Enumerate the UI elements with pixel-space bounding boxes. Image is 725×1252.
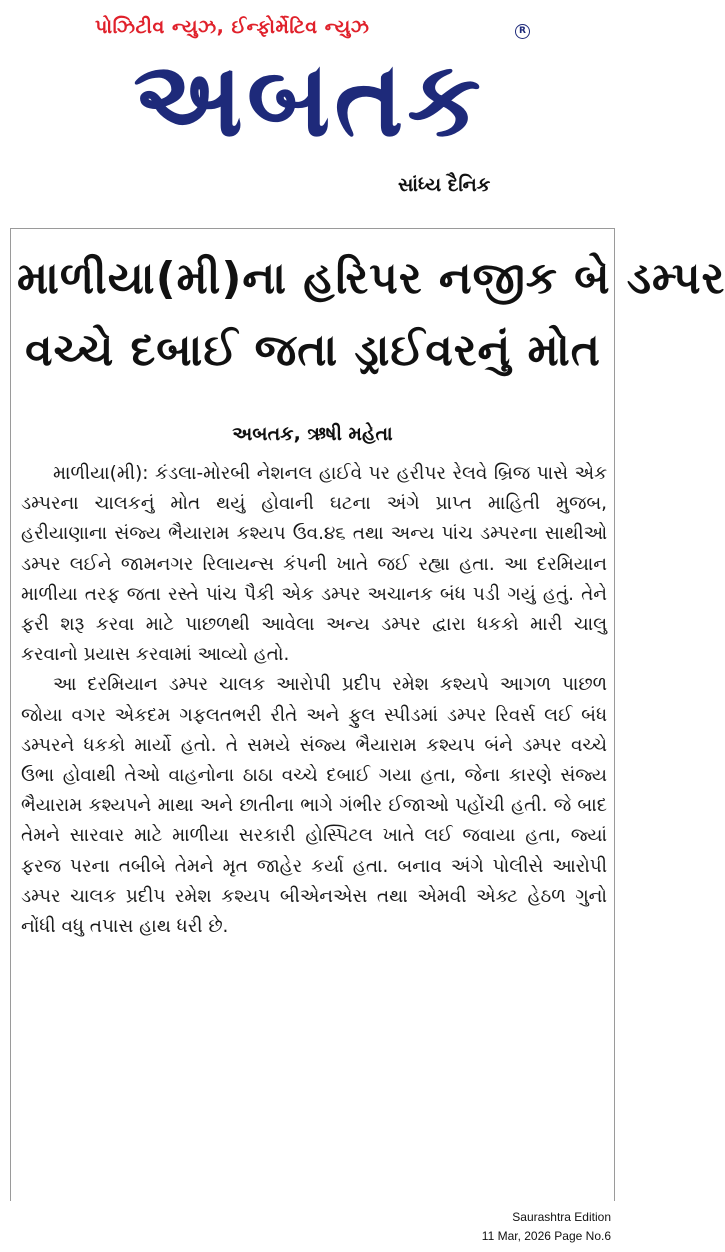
edition-type-label: સાંધ્ય દૈનિક xyxy=(398,174,491,196)
article-paragraph-2: આ દરમિયાન ડમ્પર ચાલક આરોપી પ્રદીપ રમેશ કશ્યપે આગળ પાછળ જોયા વગર એકદમ ગફલતભરી રીતે અને ફુલ સ્પીડમાં ડમ્પર રિવર્સ લઈ બંધ ડમ્પરને ધકકો માર્યો હતો. તે સમયે સંજ્ય ભૈયારામ કશ્યપ બંને ડમ્પર વચ્ચે ઉભા હોવાથી તેઓ વાહનોના ઠાઠા વચ્ચે દબાઈ ગયા હતા, જેના કારણે સંજ્ય ભૈયારામ કશ્યપને માથા અને છાતીના ભાગે ગંભીર ઈજાઓ પહોંચી હતી. જે બાદ તેમને સારવાર માટે માળીયા સરકારી હોસ્પિટલ ખાતે લઈ જવાયા હતા, જ્યાં ફરજ પરના તબીબે તેમને મૃત જાહેર કર્યા હતા. બનાવ અંગે પોલીસે આરોપી ડમ્પર ચાલક પ્રદીપ રમેશ કશ્યપ બીએનએસ તથા એમવી એક્ટ હેઠળ ગુનો નોંધી વધુ તપાસ હાથ ધરી છે. xyxy=(21,674,607,938)
article-body xyxy=(21,459,607,942)
article-byline: અબતક, ઋષી મહેતા xyxy=(232,423,393,445)
article-paragraph-1: માળીયા(મી): કંડલા-મોરબી નેશનલ હાઈવે પર હરીપર રેલવે બ્રિજ પાસે એક ડમ્પરના ચાલકનું મોત થયું હોવાની ઘટના અંગે પ્રાપ્ત માહિતી મુજબ, હરીયાણાના સંજ્ય ભૈયારામ કશ્યપ ઉવ.૪૬ તથા અન્ય પાંચ ડમ્પરના સાથીઓ ડમ્પર લઈને જામનગર રિલાયન્સ કંપની ખાતે જઈ રહ્યા હતા. આ દરમિયાન માળીયા તરફ જતા રસ્તે પાંચ પૈકી એક ડમ્પર અચાનક બંધ પડી ગયું હતું. તેને ફરી શરૂ કરવા માટે પાછળથી આવેલા અન્ય ડમ્પર દ્વારા ધકકો મારી ચાલુ કરવાનો પ્રયાસ કરવામાં આવ્યો હતો. xyxy=(21,463,607,666)
article-headline xyxy=(17,243,725,387)
edition-name: Saurashtra Edition xyxy=(512,1210,611,1224)
registered-trademark-icon: R xyxy=(515,24,530,39)
headline-line-2: વચ્ચે દબાઈ જતા ડ્રાઈવરનું મોત xyxy=(25,325,601,376)
page-footer xyxy=(482,1208,611,1246)
news-article xyxy=(10,228,725,1201)
newspaper-logo: અબતક xyxy=(133,38,485,160)
headline-line-1: માળીયા(મી)ના હરિપર નજીક બે ડમ્પર xyxy=(17,253,725,304)
masthead-tagline: પોઝિટીવ ન્યુઝ, ઈન્ફોર્મેટિવ ન્યુઝ xyxy=(95,16,370,38)
issue-date-page: 11 Mar, 2026 Page No.6 xyxy=(481,1229,611,1243)
masthead xyxy=(0,0,620,215)
